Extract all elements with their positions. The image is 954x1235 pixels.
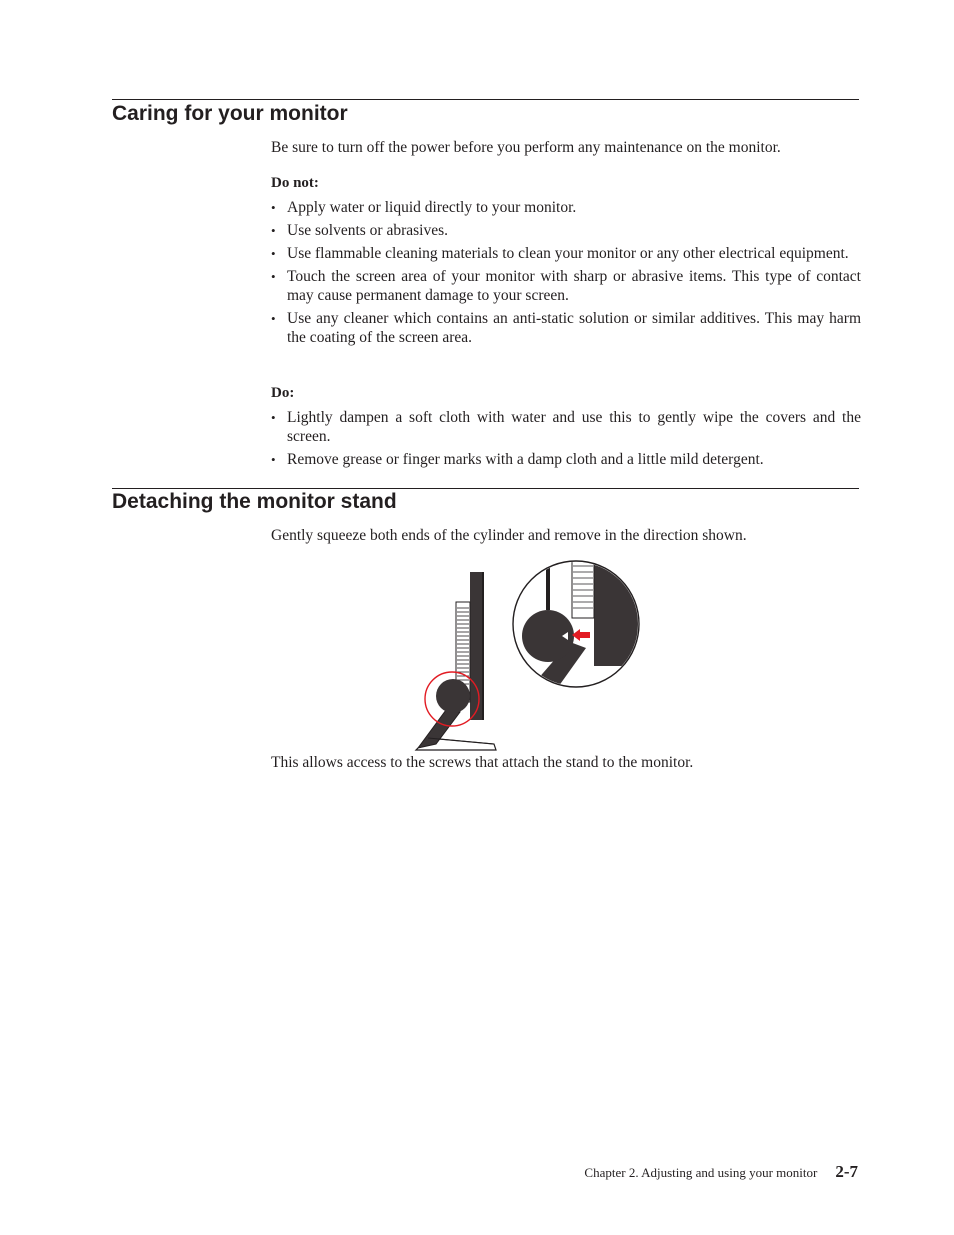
do-label: Do: [271, 385, 295, 401]
do-not-label: Do not: [271, 175, 319, 191]
list-item: • Lightly dampen a soft cloth with water and use this to gently wipe the covers and the screen. [271, 408, 861, 446]
do-not-list [271, 198, 861, 351]
monitor-stand-detach-illustration-icon [410, 558, 650, 754]
list-item: • Use flammable cleaning materials to clean your monitor or any other electrical equipment. [271, 244, 861, 263]
detaching-intro: Gently squeeze both ends of the cylinder and remove in the direction shown. [271, 527, 747, 544]
section-title-caring: Caring for your monitor [112, 102, 348, 125]
section-divider [112, 99, 859, 100]
list-item: • Apply water or liquid directly to your monitor. [271, 198, 861, 217]
detaching-after-figure: This allows access to the screws that attach the stand to the monitor. [271, 754, 694, 771]
list-item: • Touch the screen area of your monitor with sharp or abrasive items. This type of contact may cause permanent damage to your screen. [271, 267, 861, 305]
list-item: • Use any cleaner which contains an anti-static solution or similar additives. This may harm the coating of the screen area. [271, 309, 861, 347]
page-footer [584, 1162, 858, 1182]
footer-chapter: Chapter 2. Adjusting and using your monitor [584, 1165, 818, 1180]
section-divider [112, 488, 859, 489]
page-number: 2-7 [835, 1162, 858, 1181]
list-item: • Remove grease or finger marks with a damp cloth and a little mild detergent. [271, 450, 861, 469]
do-list [271, 408, 861, 473]
section-title-detaching: Detaching the monitor stand [112, 490, 397, 513]
list-item: • Use solvents or abrasives. [271, 221, 861, 240]
caring-intro: Be sure to turn off the power before you perform any maintenance on the monitor. [271, 139, 781, 156]
